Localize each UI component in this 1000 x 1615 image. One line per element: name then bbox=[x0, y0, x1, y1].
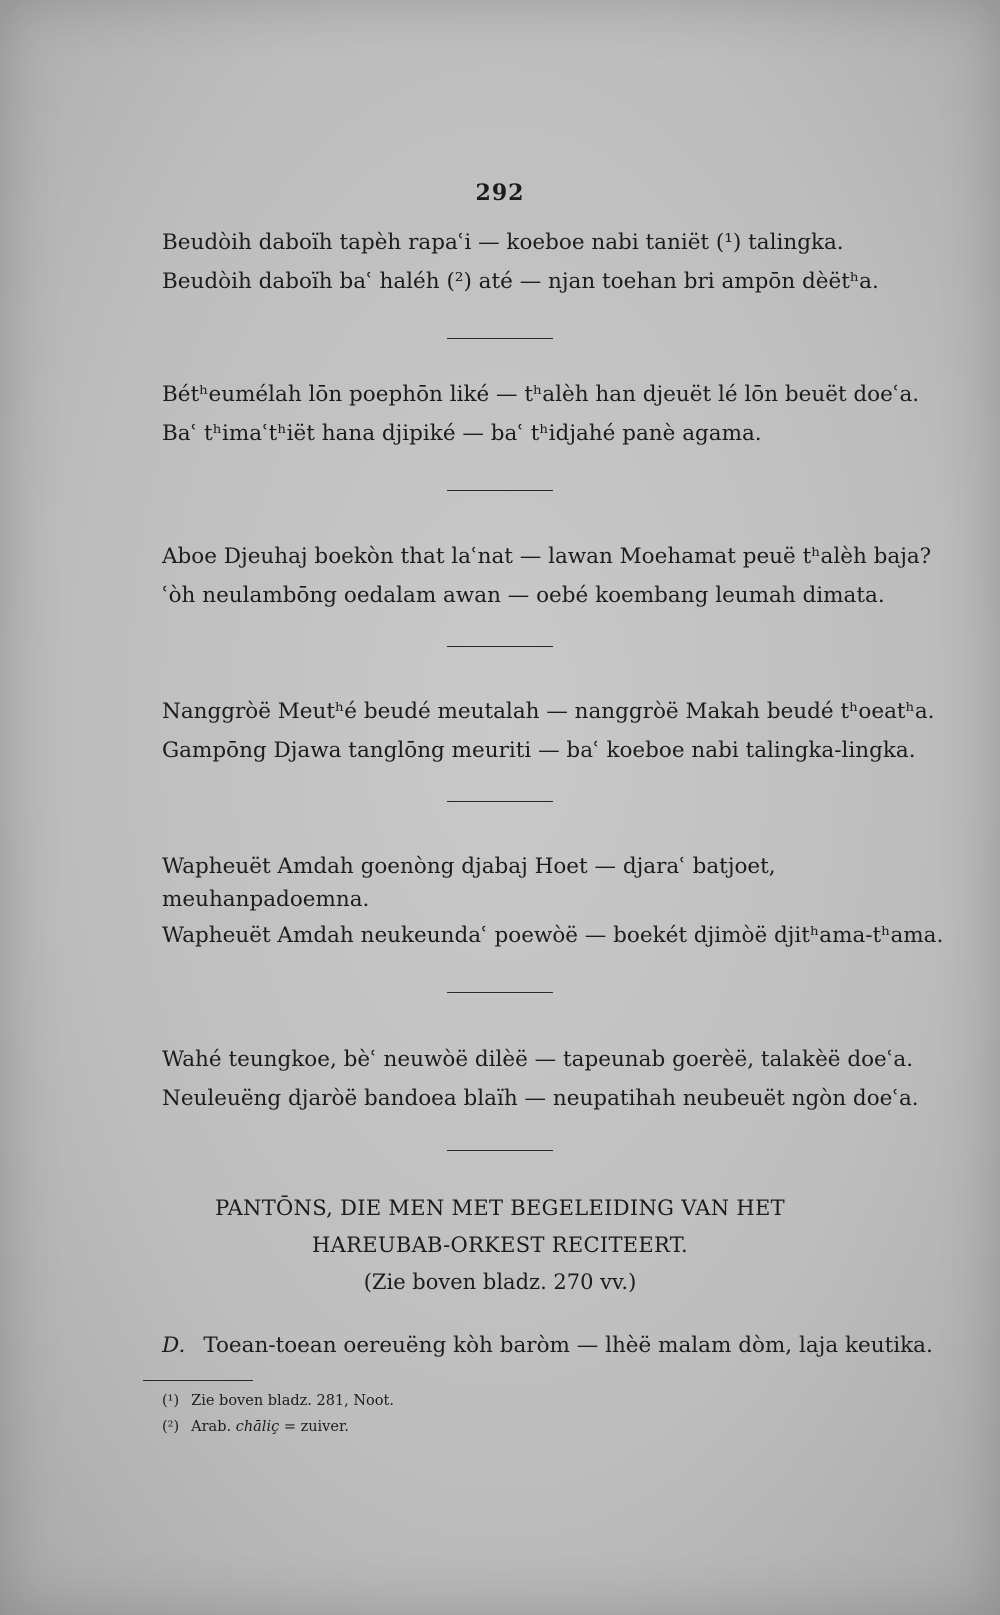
page-number: 292 bbox=[475, 180, 525, 206]
stanza-divider bbox=[447, 992, 553, 993]
verse-line: Gampōng Djawa tanglōng meuriti — baʿ koeboe nabi talingka-lingka. bbox=[162, 738, 916, 763]
stanza-2 bbox=[162, 375, 920, 453]
verse-line: Wapheuët Amdah goenòng djabaj Hoet — djaraʿ batjoet, meuhanpadoemna. bbox=[162, 854, 776, 912]
verse-line: Nanggròë Meutʰé beudé meutalah — nanggròë Makah beudé tʰoeatʰa. bbox=[162, 699, 935, 724]
footnote-term: chāliç bbox=[235, 1419, 280, 1435]
footnote-1 bbox=[162, 1388, 394, 1414]
footnote-text: Zie boven bladz. 281, Noot. bbox=[191, 1393, 394, 1409]
stanza-divider bbox=[447, 646, 553, 647]
footnote-prefix: Arab. bbox=[191, 1419, 232, 1435]
verse-line: Aboe Djeuhaj boekòn that laʿnat — lawan Moehamat peuë tʰalèh baja? bbox=[162, 544, 932, 569]
footnote-gloss: = zuiver. bbox=[283, 1419, 349, 1435]
stanza-3 bbox=[162, 537, 932, 615]
verse-line-d bbox=[162, 1333, 933, 1358]
verse-line: Beudòih daboïh tapèh rapaʿi — koeboe nabi taniët (¹) talingka. bbox=[162, 230, 844, 255]
stanza-divider bbox=[447, 338, 553, 339]
verse-text: Toean-toean oereuëng kòh baròm — lhèë malam dòm, laja keutika. bbox=[203, 1333, 933, 1358]
footnote-mark: (²) bbox=[162, 1419, 180, 1435]
footnote-2 bbox=[162, 1414, 394, 1440]
verse-line: ʿòh neulambōng oedalam awan — oebé koembang leumah dimata. bbox=[162, 583, 885, 608]
stanza-divider bbox=[447, 1150, 553, 1151]
stanza-4 bbox=[162, 692, 935, 770]
section-heading bbox=[140, 1190, 860, 1264]
verse-line: Beudòih daboïh baʿ haléh (²) até — njan toehan bri ampōn dèëtʰa. bbox=[162, 269, 879, 294]
stanza-6 bbox=[162, 1040, 919, 1118]
stanza-5 bbox=[162, 850, 944, 955]
verse-marker: D. bbox=[162, 1333, 186, 1358]
verse-line: Wapheuët Amdah neukeundaʿ poewòë — boekét djimòë djitʰama-tʰama. bbox=[162, 923, 944, 948]
verse-line: Neuleuëng djaròë bandoea blaïh — neupatihah neubeuët ngòn doeʿa. bbox=[162, 1086, 919, 1111]
stanza-divider bbox=[447, 490, 553, 491]
heading-line-2: HAREUBAB-ORKEST RECITEERT. bbox=[312, 1233, 688, 1257]
section-subheading: (Zie boven bladz. 270 vv.) bbox=[363, 1270, 637, 1294]
footnote-mark: (¹) bbox=[162, 1393, 180, 1409]
verse-line: Wahé teungkoe, bèʿ neuwòë dilèë — tapeunab goerèë, talakèë doeʿa. bbox=[162, 1047, 914, 1072]
verse-line: Baʿ tʰimaʿtʰiët hana djipiké — baʿ tʰidjahé panè agama. bbox=[162, 421, 762, 446]
footnote-divider bbox=[143, 1380, 253, 1381]
stanza-divider bbox=[447, 801, 553, 802]
verse-line: Bétʰeumélah lōn poephōn liké — tʰalèh han djeuët lé lōn beuët doeʿa. bbox=[162, 382, 920, 407]
footnotes bbox=[162, 1388, 394, 1440]
heading-line-1: PANTŌNS, DIE MEN MET BEGELEIDING VAN HET bbox=[215, 1196, 785, 1220]
stanza-1 bbox=[162, 223, 879, 301]
